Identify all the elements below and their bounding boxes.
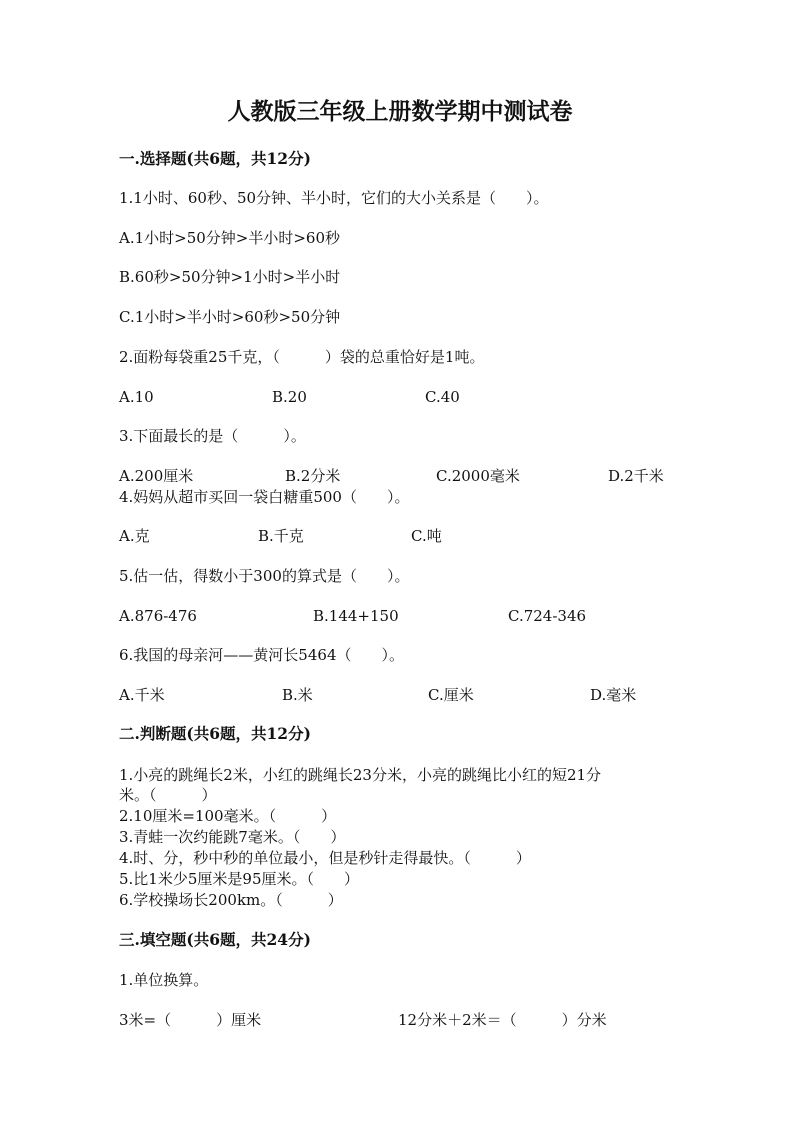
tf-item: 2.10厘米=100毫米。（ ） — [119, 807, 337, 825]
option: D.毫米 — [590, 686, 637, 704]
option: C.1小时>半小时>60秒>50分钟 — [119, 308, 341, 326]
option: A.876-476 — [119, 607, 197, 625]
tf-item: 1.小亮的跳绳长2米，小红的跳绳长23分米，小亮的跳绳比小红的短21分 — [119, 766, 602, 784]
fill-item: 12分米＋2米＝（ ）分米 — [398, 1011, 607, 1029]
question-stem: 3.下面最长的是（ ）。 — [119, 427, 306, 445]
section-heading-true-false: 二.判断题(共6题，共12分) — [119, 724, 311, 743]
option: B.米 — [282, 686, 313, 704]
option: B.20 — [272, 388, 307, 406]
question-stem: 5.估一估，得数小于300的算式是（ ）。 — [119, 567, 410, 585]
fill-question: 1.单位换算。 — [119, 971, 209, 989]
option: C.吨 — [411, 527, 442, 545]
option: A.千米 — [119, 686, 165, 704]
tf-item: 5.比1米少5厘米是95厘米。（ ） — [119, 870, 359, 888]
section-heading-multiple-choice: 一.选择题(共6题，共12分) — [119, 149, 311, 168]
option: A.10 — [119, 388, 154, 406]
option: B.144+150 — [313, 607, 399, 625]
question-stem: 6.我国的母亲河——黄河长5464（ ）。 — [119, 646, 404, 664]
option: D.2千米 — [608, 467, 664, 485]
question-stem: 4.妈妈从超市买回一袋白糖重500（ ）。 — [119, 488, 410, 506]
option: C.2000毫米 — [436, 467, 520, 485]
tf-item: 4.时、分，秒中秒的单位最小，但是秒针走得最快。（ ） — [119, 849, 531, 867]
option: C.724-346 — [508, 607, 587, 625]
question-stem: 1.1小时、60秒、50分钟、半小时，它们的大小关系是（ ）。 — [119, 189, 549, 207]
tf-item: 米。（ ） — [119, 786, 217, 804]
section-heading-fill-in: 三.填空题(共6题，共24分) — [119, 930, 311, 949]
option: A.1小时>50分钟>半小时>60秒 — [119, 229, 341, 247]
question-stem: 2.面粉每袋重25千克，（ ）袋的总重恰好是1吨。 — [119, 348, 485, 366]
option: B.2分米 — [285, 467, 341, 485]
option: C.40 — [425, 388, 460, 406]
option: C.厘米 — [428, 686, 474, 704]
option: A.克 — [119, 527, 150, 545]
option: A.200厘米 — [119, 467, 194, 485]
option: B.千克 — [258, 527, 304, 545]
tf-item: 6.学校操场长200km。（ ） — [119, 891, 343, 909]
page-title: 人教版三年级上册数学期中测试卷 — [227, 98, 573, 125]
fill-item: 3米=（ ）厘米 — [119, 1011, 262, 1029]
option: B.60秒>50分钟>1小时>半小时 — [119, 268, 341, 286]
tf-item: 3.青蛙一次约能跳7毫米。（ ） — [119, 828, 346, 846]
